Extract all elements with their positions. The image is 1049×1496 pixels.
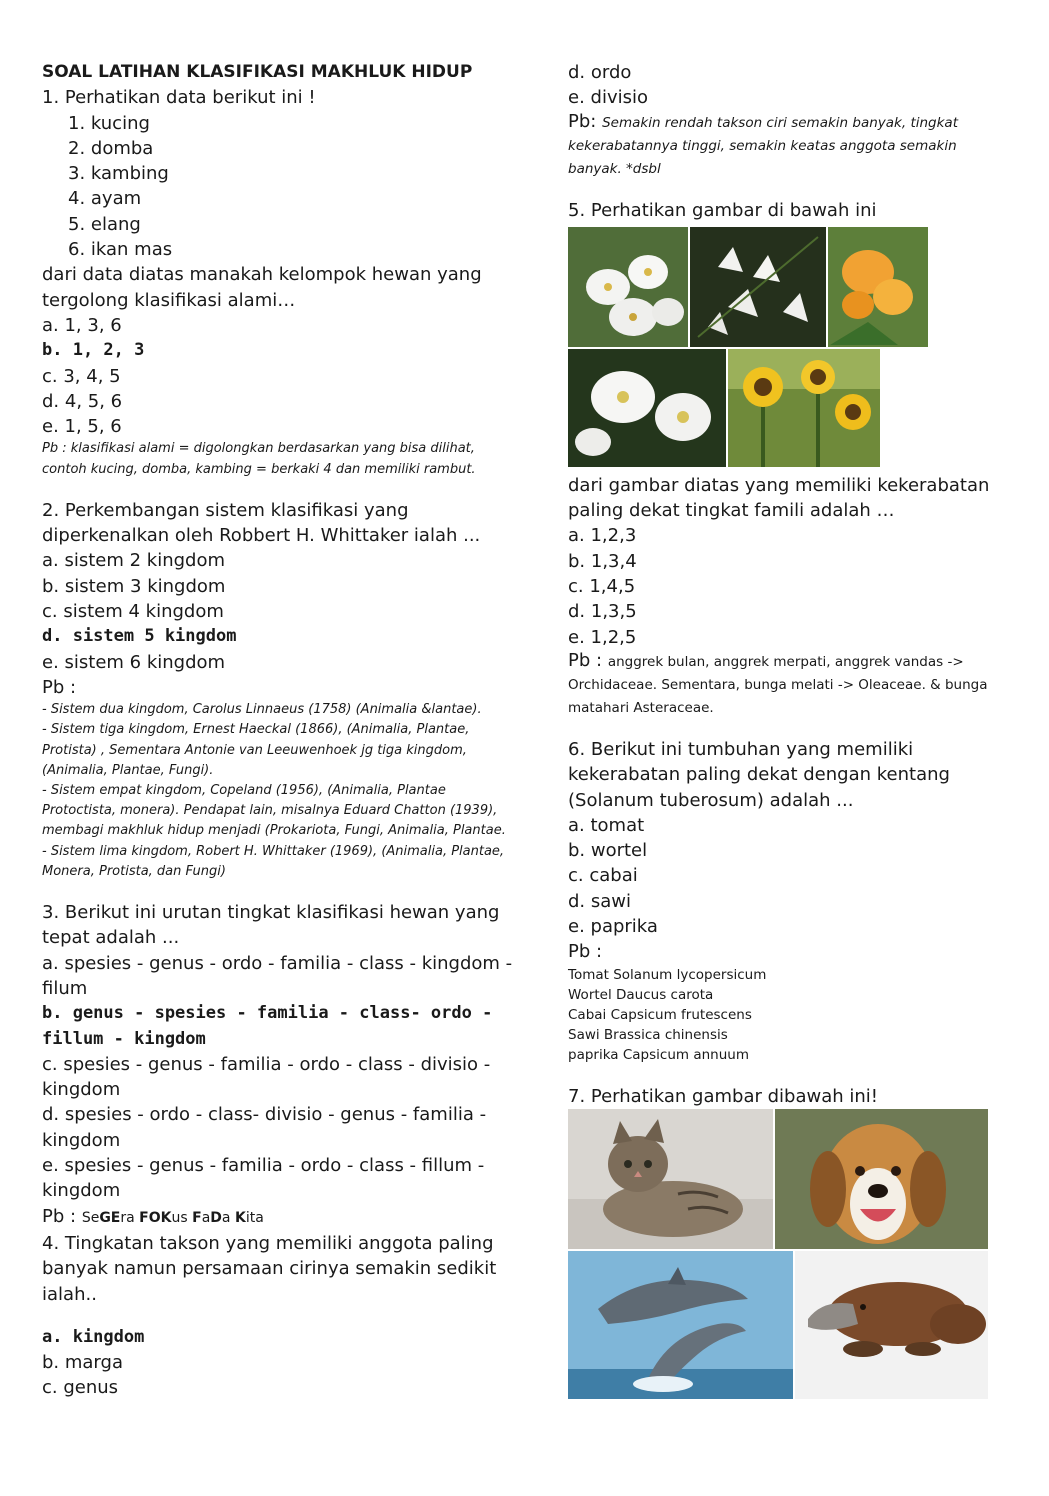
q1-option: e. 1, 5, 6 [42, 416, 122, 438]
q6-option: e. paprika [568, 916, 658, 938]
q3-pb [42, 1204, 532, 1231]
right-column [568, 60, 1018, 1399]
animal-images [568, 1109, 988, 1399]
q2-option: e. sistem 6 kingdom [42, 651, 226, 673]
q1-stem: 1. Perhatikan data berikut ini ! [42, 87, 316, 109]
q5-pb-text: anggrek bulan, anggrek merpati, anggrek vandas -> Orchidaceae. Sementara, bunga melati -> Oleaceae. & bunga matahari Asteraceae. [568, 653, 988, 716]
flower-image-4 [568, 349, 726, 467]
flower-images [568, 227, 928, 467]
q1-question: dari data diatas manakah kelompok hewan yang tergolong klasifikasi alami… [42, 264, 482, 311]
q2-explanation-line: - Sistem lima kingdom, Robert H. Whittaker (1969), (Animalia, Plantae, Monera, Protista, dan Fungi) [42, 843, 505, 879]
q6-stem: 6. Berikut ini tumbuhan yang memiliki kekerabatan paling dekat dengan kentang (Solanum tuberosum) adalah ... [568, 738, 950, 811]
q2-explanation-line: - Sistem dua kingdom, Carolus Linnaeus (1758) (Animalia &lantae). [42, 702, 482, 718]
animal-collage [568, 1109, 988, 1399]
q5-pb-label: Pb : [568, 649, 603, 671]
q6-option: c. cabai [568, 865, 638, 887]
q6-option: a. tomat [568, 814, 645, 836]
q2-option: a. sistem 2 kingdom [42, 550, 226, 572]
q3-option: c. spesies - genus - familia - ordo - class - divisio - kingdom [42, 1053, 491, 1101]
flower-image-5 [728, 349, 880, 467]
q1-option: c. 3, 4, 5 [42, 365, 121, 387]
q5-option: c. 1,4,5 [568, 576, 636, 598]
q1-option-answer: b. 1, 2, 3 [42, 340, 145, 361]
q2-explanation-line: - Sistem empat kingdom, Copeland (1956), (Animalia, Plantae Protoctista, monera). Pendapat lain, misalnya Eduard Chatton (1939), membagi makhluk hidup menjadi (Prokariota, Fungi, Animalia, Plantae. [42, 783, 506, 839]
flower-collage [568, 227, 928, 467]
q2-stem: 2. Perkembangan sistem klasifikasi yang diperkenalkan oleh Robbert H. Whittaker ialah ... [42, 499, 481, 547]
q2-option: c. sistem 4 kingdom [42, 601, 224, 623]
flower-image-2 [690, 227, 826, 347]
q2-pb-label: Pb : [42, 676, 77, 698]
q3-mnemonic: SeGEra FOKus FaDa Kita [81, 1209, 264, 1226]
q7-stem: 7. Perhatikan gambar dibawah ini! [568, 1085, 878, 1107]
q1-list-item: 5. elang [68, 213, 141, 235]
q5-question: dari gambar diatas yang memiliki kekerabatan paling dekat tingkat famili adalah … [568, 474, 990, 522]
q5-explanation [568, 650, 1008, 719]
q1-list-item: 2. domba [68, 137, 154, 159]
q5-stem: 5. Perhatikan gambar di bawah ini [568, 199, 877, 221]
q6-explanation-line: Tomat Solanum lycopersicum [568, 966, 767, 983]
q6-explanation-line: Wortel Daucus carota [568, 986, 714, 1003]
page-title: SOAL LATIHAN KLASIFIKASI MAKHLUK HIDUP [42, 62, 473, 82]
q1-option: d. 4, 5, 6 [42, 390, 123, 412]
q4-option: b. marga [42, 1352, 123, 1374]
q3-stem: 3. Berikut ini urutan tingkat klasifikasi hewan yang tepat adalah ... [42, 902, 500, 949]
q3-option: d. spesies - ordo - class- divisio - genus - familia - kingdom [42, 1104, 487, 1151]
left-column [42, 60, 532, 1401]
q4-pb-text: Semakin rendah takson ciri semakin banyak, tingkat kekerabatannya tinggi, semakin keatas anggota semakin banyak. *dsbl [568, 114, 958, 177]
q3-pb-label: Pb : [42, 1205, 77, 1227]
q5-option: b. 1,3,4 [568, 550, 637, 572]
q6-explanation-line: Cabai Capsicum frutescens [568, 1007, 752, 1024]
q1-list-item: 3. kambing [68, 163, 169, 185]
dog-image [775, 1109, 988, 1249]
q6-explanation-line: paprika Capsicum annuum [568, 1047, 749, 1064]
q4-stem: 4. Tingkatan takson yang memiliki anggota paling banyak namun persamaan cirinya semakin sedikit ialah.. [42, 1232, 497, 1305]
platypus-image [795, 1251, 988, 1399]
q2-explanation-line: - Sistem tiga kingdom, Ernest Haeckal (1866), (Animalia, Plantae, Protista) , Sementara Antonie van Leeuwenhoek jg tiga kingdom, (Animalia, Plantae, Fungi). [42, 722, 470, 778]
flower-image-1 [568, 227, 688, 347]
q1-list-item: 4. ayam [68, 188, 142, 210]
q6-explanation-line: Sawi Brassica chinensis [568, 1027, 728, 1044]
q4-option: e. divisio [568, 87, 648, 109]
q3-option-answer: b. genus - spesies - familia - class- ordo - fillum - kingdom [42, 1003, 493, 1049]
q4-option: d. ordo [568, 62, 632, 83]
q6-pb-label: Pb : [568, 941, 603, 963]
q6-option: b. wortel [568, 840, 648, 862]
cat-image [568, 1109, 773, 1249]
q2-option-answer: d. sistem 5 kingdom [42, 626, 237, 647]
flower-image-3 [828, 227, 928, 347]
q1-option: a. 1, 3, 6 [42, 314, 122, 336]
q1-list-item: 1. kucing [68, 112, 150, 134]
q4-pb-label: Pb: [568, 110, 597, 132]
q5-option: a. 1,2,3 [568, 525, 637, 547]
q3-option: e. spesies - genus - familia - ordo - class - fillum - kingdom [42, 1155, 485, 1202]
q2-option: b. sistem 3 kingdom [42, 575, 226, 597]
q1-list-item: 6. ikan mas [68, 239, 173, 261]
dolphin-image [568, 1251, 793, 1399]
q5-option: e. 1,2,5 [568, 626, 637, 648]
q3-option: a. spesies - genus - ordo - familia - class - kingdom - filum [42, 952, 513, 999]
q4-option-answer: a. kingdom [42, 1326, 145, 1347]
q4-option: c. genus [42, 1377, 119, 1399]
q5-option: d. 1,3,5 [568, 601, 637, 623]
q4-explanation [568, 111, 1008, 180]
q6-option: d. sawi [568, 890, 631, 912]
q1-explanation: Pb : klasifikasi alami = digolongkan berdasarkan yang bisa dilihat, contoh kucing, domba, kambing = berkaki 4 dan memiliki rambut. [42, 441, 476, 477]
